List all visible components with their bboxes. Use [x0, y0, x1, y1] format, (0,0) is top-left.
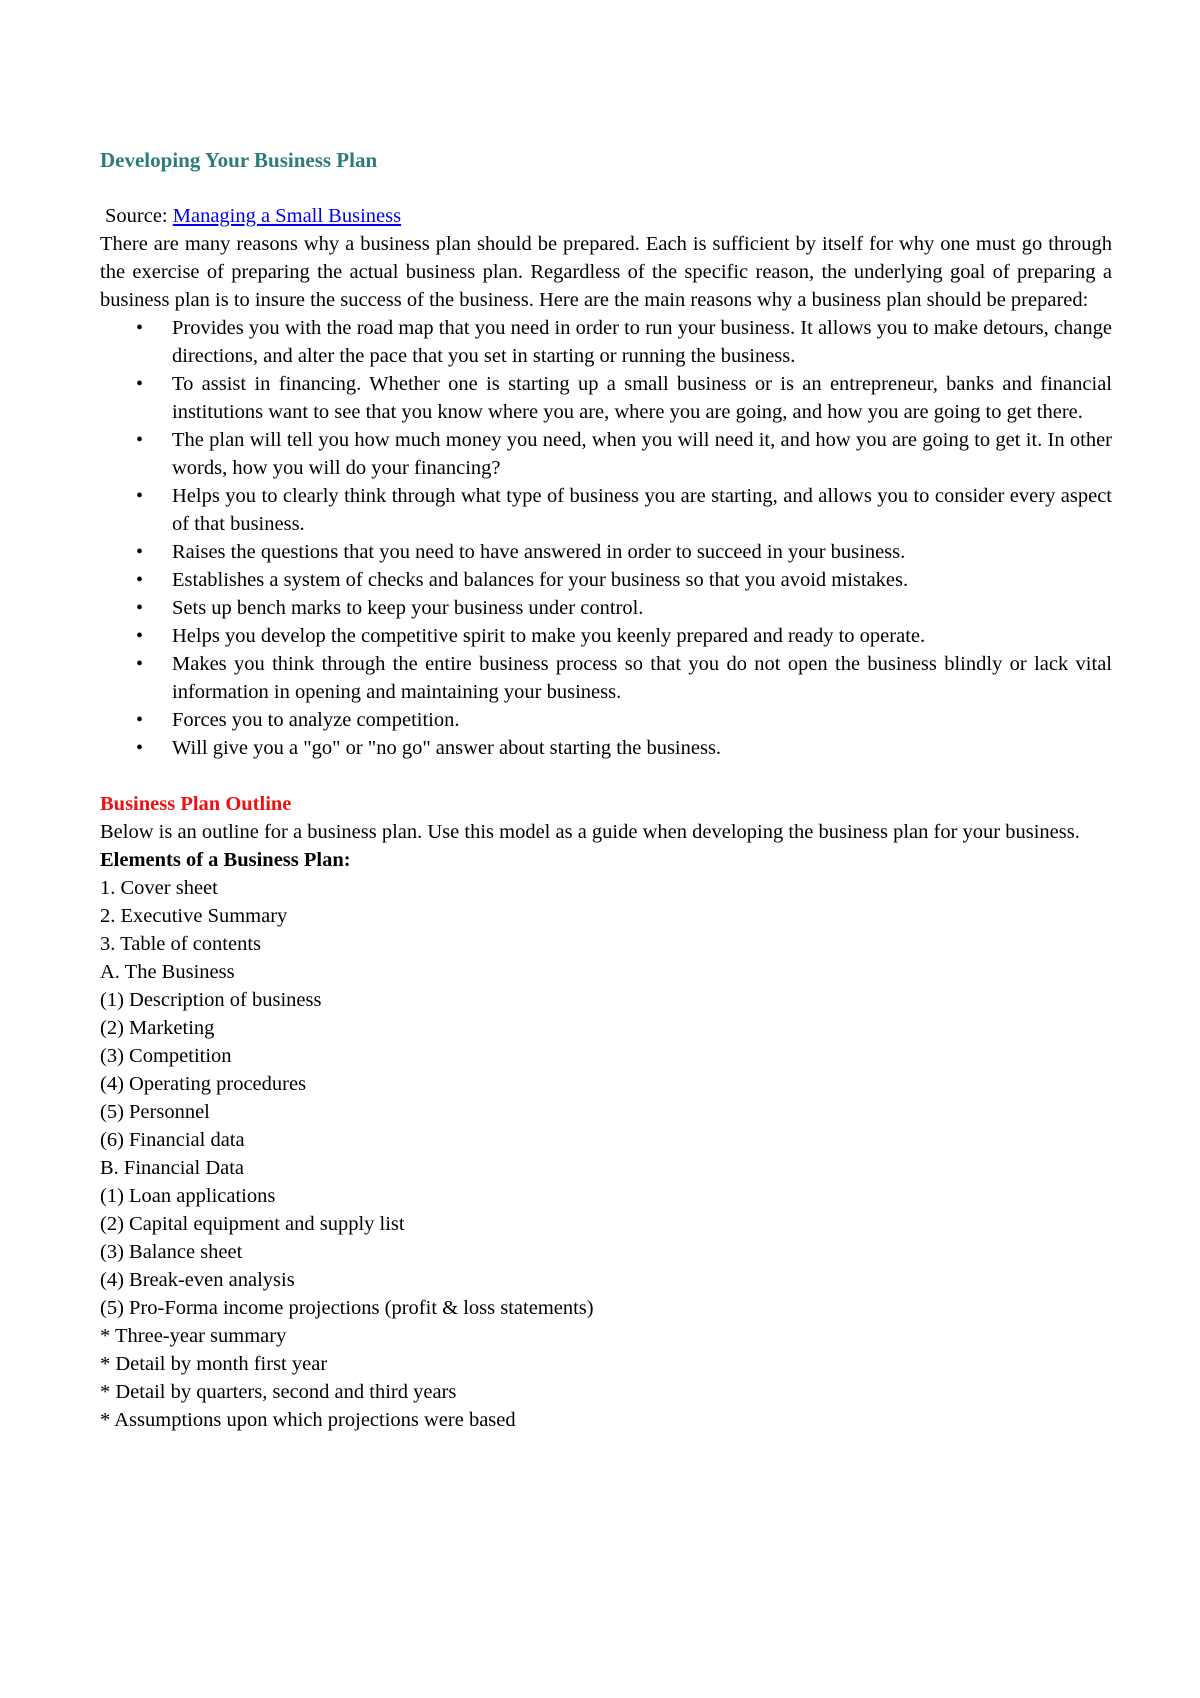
list-item: [136, 370, 1112, 426]
document-page: [100, 146, 1112, 1434]
list-item-text: Will give you a "go" or "no go" answer about starting the business.: [172, 737, 722, 759]
bullet-icon: •: [136, 625, 144, 647]
list-item: [136, 426, 1112, 482]
source-link[interactable]: Managing a Small Business: [172, 205, 402, 227]
outline-item: 1. Cover sheet: [100, 877, 218, 899]
outline-item: (2) Capital equipment and supply list: [100, 1213, 405, 1235]
bullet-icon: •: [136, 373, 144, 395]
list-item: [136, 566, 1112, 594]
list-item: [136, 706, 1112, 734]
outline-item: B. Financial Data: [100, 1157, 245, 1179]
list-item-text: Forces you to analyze competition.: [172, 709, 460, 731]
source-line: [100, 202, 1112, 230]
list-item: [136, 314, 1112, 370]
outline-item: (1) Description of business: [100, 989, 322, 1011]
list-item-text: To assist in financing. Whether one is starting up a small business or is an entrepreneur, banks and financial institutions want to see that you know where you are, where you are going, and how you are going to get there.: [172, 373, 1112, 423]
page-title: Developing Your Business Plan: [100, 148, 378, 172]
list-item: [136, 622, 1112, 650]
list-item-text: Provides you with the road map that you need in order to run your business. It allows you to make detours, change directions, and alter the pace that you set in starting or running the business.: [172, 317, 1112, 367]
outline-item: * Assumptions upon which projections were based: [100, 1409, 516, 1431]
outline-intro: Below is an outline for a business plan. Use this model as a guide when developing the business plan for your business.: [100, 821, 1080, 843]
source-label: Source:: [105, 205, 173, 227]
outline-item: (4) Operating procedures: [100, 1073, 307, 1095]
list-item: [136, 538, 1112, 566]
outline-item: (5) Personnel: [100, 1101, 210, 1123]
elements-heading: Elements of a Business Plan:: [100, 849, 351, 871]
bullet-icon: •: [136, 429, 144, 451]
outline-item: * Detail by quarters, second and third years: [100, 1381, 457, 1403]
outline-item: (5) Pro-Forma income projections (profit & loss statements): [100, 1297, 594, 1319]
bullet-icon: •: [136, 737, 144, 759]
outline-item: * Three-year summary: [100, 1325, 287, 1347]
bullet-icon: •: [136, 597, 144, 619]
list-item-text: Makes you think through the entire business process so that you do not open the business blindly or lack vital information in opening and maintaining your business.: [172, 653, 1112, 703]
list-item: [136, 482, 1112, 538]
bullet-icon: •: [136, 653, 144, 675]
elements-list: [100, 874, 1112, 1434]
list-item-text: The plan will tell you how much money you need, when you will need it, and how you are going to get it. In other words, how you will do your financing?: [172, 429, 1112, 479]
bullet-icon: •: [136, 485, 144, 507]
bullet-icon: •: [136, 709, 144, 731]
list-item-text: Establishes a system of checks and balances for your business so that you avoid mistakes.: [172, 569, 909, 591]
list-item: [136, 734, 1112, 762]
outline-item: (6) Financial data: [100, 1129, 245, 1151]
list-item: [136, 594, 1112, 622]
bullet-icon: •: [136, 317, 144, 339]
outline-item: (3) Competition: [100, 1045, 232, 1067]
reasons-list: [100, 314, 1112, 762]
outline-item: (3) Balance sheet: [100, 1241, 243, 1263]
bullet-icon: •: [136, 541, 144, 563]
list-item-text: Helps you to clearly think through what type of business you are starting, and allows you to consider every aspect of that business.: [172, 485, 1112, 535]
bullet-icon: •: [136, 569, 144, 591]
outline-item: * Detail by month first year: [100, 1353, 328, 1375]
outline-item: A. The Business: [100, 961, 235, 983]
outline-item: (4) Break-even analysis: [100, 1269, 295, 1291]
list-item-text: Sets up bench marks to keep your business under control.: [172, 597, 644, 619]
outline-item: 2. Executive Summary: [100, 905, 288, 927]
list-item-text: Helps you develop the competitive spirit to make you keenly prepared and ready to operate.: [172, 625, 926, 647]
outline-title: Business Plan Outline: [100, 793, 292, 815]
outline-item: 3. Table of contents: [100, 933, 262, 955]
outline-item: (2) Marketing: [100, 1017, 215, 1039]
outline-item: (1) Loan applications: [100, 1185, 276, 1207]
list-item: [136, 650, 1112, 706]
intro-paragraph: There are many reasons why a business plan should be prepared. Each is sufficient by itself for why one must go through the exercise of preparing the actual business plan. Regardless of the specific reason, the underlying goal of preparing a business plan is to insure the success of the business. Here are the main reasons why a business plan should be prepared:: [100, 233, 1112, 311]
list-item-text: Raises the questions that you need to have answered in order to succeed in your business.: [172, 541, 906, 563]
